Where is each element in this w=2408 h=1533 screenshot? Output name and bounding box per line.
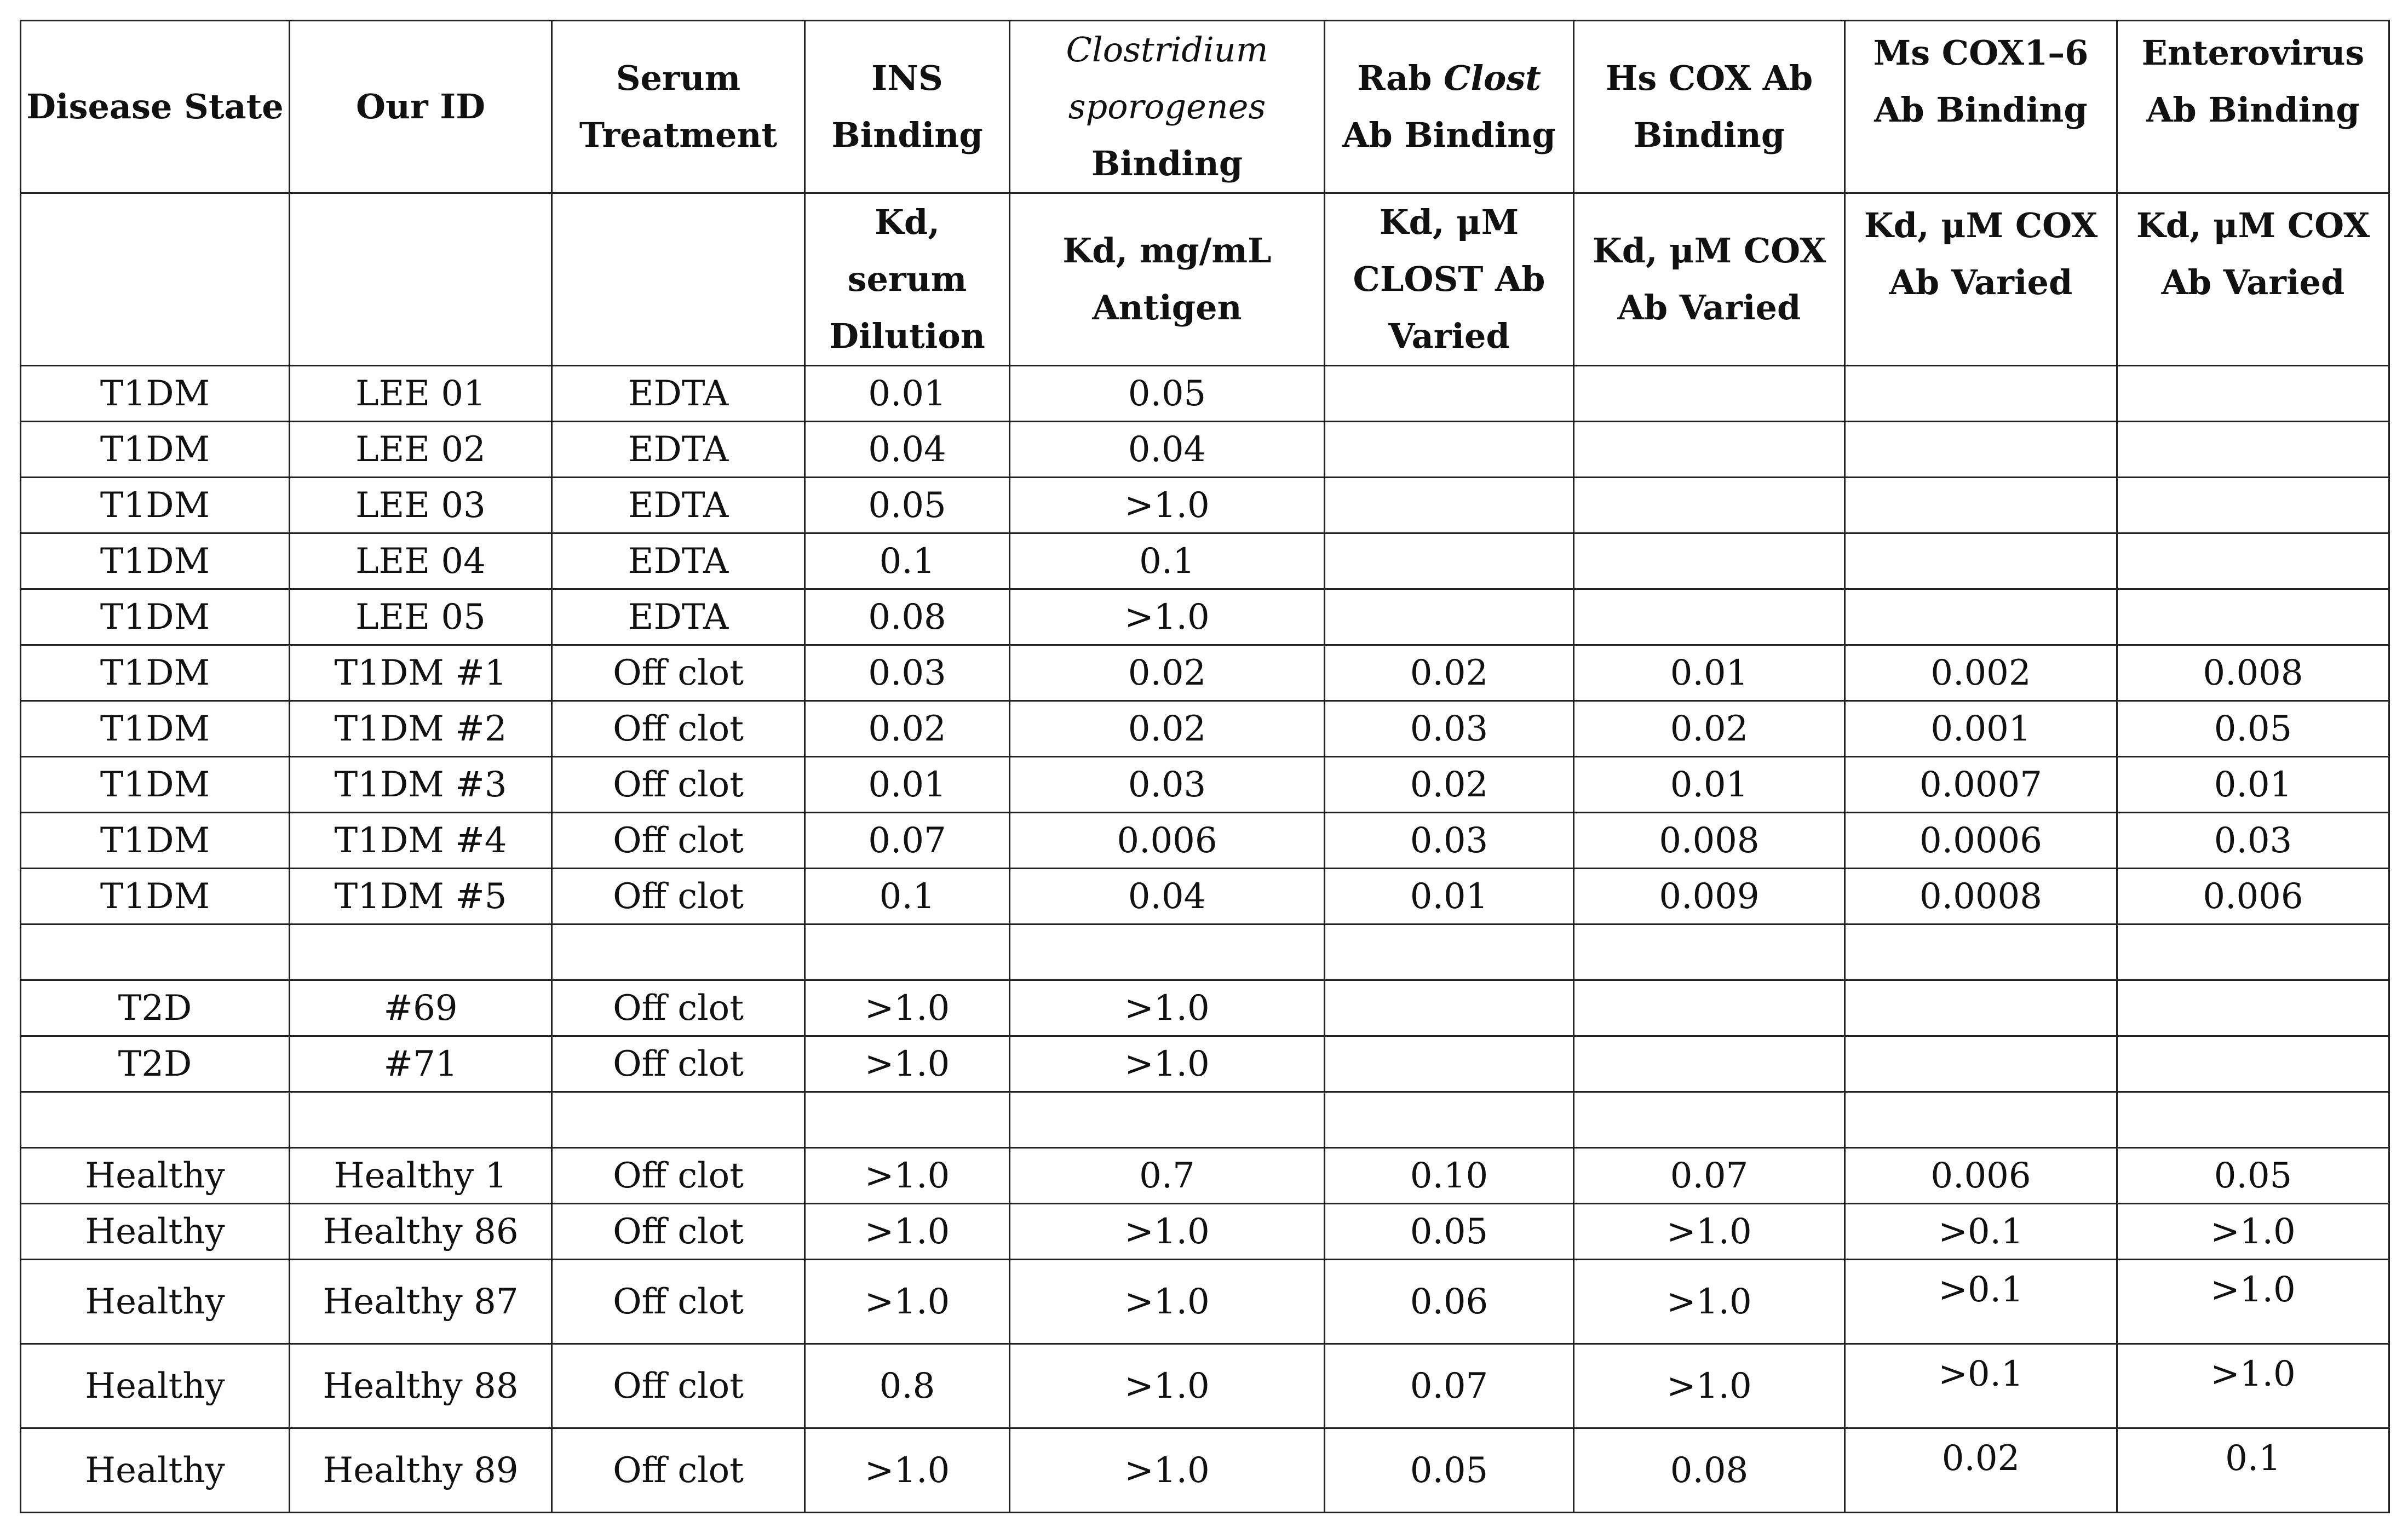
cell-ms-kd — [1845, 1036, 2117, 1092]
cell-ins-kd: >1.0 — [805, 1260, 1010, 1344]
cell-rab-kd — [1325, 1036, 1574, 1092]
cell-rab-kd: 0.03 — [1325, 701, 1574, 757]
cell-our-id: T1DM #1 — [290, 645, 552, 701]
cell-entero-kd — [2117, 422, 2389, 478]
header-enterovirus-binding: Enterovirus Ab Binding — [2117, 21, 2389, 193]
units-ms: Kd, μM COX Ab Varied — [1845, 193, 2117, 366]
table-row — [21, 422, 2389, 478]
cell-ms-kd: 0.002 — [1845, 645, 2117, 701]
cell-entero-kd — [2117, 925, 2389, 980]
cell-disease-state: T1DM — [21, 757, 290, 813]
header-ms-cox-binding: Ms COX1–6 Ab Binding — [1845, 21, 2117, 193]
cell-ins-kd: 0.01 — [805, 366, 1010, 422]
header-clostridium-suffix: Binding — [1091, 143, 1243, 183]
cell-clost-kd: >1.0 — [1010, 1036, 1325, 1092]
cell-clost-kd: >1.0 — [1010, 589, 1325, 645]
cell-clost-kd: 0.02 — [1010, 645, 1325, 701]
cell-serum-treatment — [552, 925, 805, 980]
cell-serum-treatment: Off clot — [552, 980, 805, 1036]
cell-serum-treatment: Off clot — [552, 1148, 805, 1204]
cell-hs-kd — [1574, 925, 1845, 980]
table-row — [21, 645, 2389, 701]
cell-entero-kd — [2117, 366, 2389, 422]
table-row — [21, 1260, 2389, 1344]
cell-our-id — [290, 1092, 552, 1148]
table-row — [21, 1036, 2389, 1092]
cell-hs-kd — [1574, 1092, 1845, 1148]
cell-hs-kd — [1574, 366, 1845, 422]
table-row — [21, 980, 2389, 1036]
cell-rab-kd: 0.06 — [1325, 1260, 1574, 1344]
cell-disease-state: T1DM — [21, 869, 290, 925]
units-hs: Kd, μM COX Ab Varied — [1574, 193, 1845, 366]
cell-ms-kd: 0.02 — [1845, 1428, 2117, 1513]
cell-ins-kd: 0.01 — [805, 757, 1010, 813]
cell-rab-kd — [1325, 533, 1574, 589]
header-hs-cox-binding: Hs COX Ab Binding — [1574, 21, 1845, 193]
header-row — [21, 21, 2389, 193]
cell-clost-kd: 0.1 — [1010, 533, 1325, 589]
cell-ins-kd: >1.0 — [805, 1148, 1010, 1204]
cell-disease-state: T1DM — [21, 478, 290, 533]
cell-serum-treatment — [552, 1092, 805, 1148]
cell-rab-kd: 0.01 — [1325, 869, 1574, 925]
cell-rab-kd — [1325, 925, 1574, 980]
cell-hs-kd: 0.01 — [1574, 645, 1845, 701]
table-row — [21, 813, 2389, 869]
header-disease-state: Disease State — [21, 21, 290, 193]
cell-clost-kd: 0.05 — [1010, 366, 1325, 422]
cell-disease-state: Healthy — [21, 1260, 290, 1344]
cell-serum-treatment: EDTA — [552, 478, 805, 533]
cell-hs-kd — [1574, 533, 1845, 589]
cell-disease-state: T1DM — [21, 645, 290, 701]
cell-serum-treatment: Off clot — [552, 1204, 805, 1260]
binding-data-table — [20, 20, 2390, 1513]
cell-ins-kd: >1.0 — [805, 1428, 1010, 1513]
cell-rab-kd: 0.05 — [1325, 1204, 1574, 1260]
cell-our-id: T1DM #5 — [290, 869, 552, 925]
cell-rab-kd — [1325, 478, 1574, 533]
cell-entero-kd: 0.01 — [2117, 757, 2389, 813]
cell-serum-treatment: Off clot — [552, 701, 805, 757]
cell-ms-kd: >0.1 — [1845, 1204, 2117, 1260]
cell-serum-treatment: EDTA — [552, 366, 805, 422]
cell-serum-treatment: Off clot — [552, 645, 805, 701]
cell-entero-kd: >1.0 — [2117, 1260, 2389, 1344]
cell-ins-kd: >1.0 — [805, 1204, 1010, 1260]
cell-ins-kd: 0.08 — [805, 589, 1010, 645]
cell-entero-kd — [2117, 478, 2389, 533]
cell-our-id: Healthy 87 — [290, 1260, 552, 1344]
cell-ms-kd — [1845, 589, 2117, 645]
units-empty-2 — [290, 193, 552, 366]
cell-ins-kd: 0.03 — [805, 645, 1010, 701]
table-row — [21, 366, 2389, 422]
cell-hs-kd: 0.01 — [1574, 757, 1845, 813]
cell-rab-kd — [1325, 980, 1574, 1036]
cell-our-id: T1DM #4 — [290, 813, 552, 869]
cell-entero-kd — [2117, 980, 2389, 1036]
units-rab: Kd, μM CLOST Ab Varied — [1325, 193, 1574, 366]
cell-ins-kd — [805, 1092, 1010, 1148]
cell-entero-kd: 0.008 — [2117, 645, 2389, 701]
units-empty-1 — [21, 193, 290, 366]
cell-rab-kd: 0.02 — [1325, 645, 1574, 701]
cell-rab-kd: 0.10 — [1325, 1148, 1574, 1204]
cell-rab-kd — [1325, 422, 1574, 478]
cell-serum-treatment: Off clot — [552, 1428, 805, 1513]
cell-ms-kd: 0.0008 — [1845, 869, 2117, 925]
cell-our-id: #69 — [290, 980, 552, 1036]
cell-disease-state: T1DM — [21, 366, 290, 422]
units-clost: Kd, mg/mL Antigen — [1010, 193, 1325, 366]
cell-ms-kd: >0.1 — [1845, 1344, 2117, 1428]
cell-disease-state: Healthy — [21, 1204, 290, 1260]
cell-rab-kd — [1325, 589, 1574, 645]
cell-our-id: Healthy 88 — [290, 1344, 552, 1428]
table-row — [21, 589, 2389, 645]
cell-entero-kd: 0.1 — [2117, 1428, 2389, 1513]
cell-ms-kd — [1845, 1092, 2117, 1148]
cell-clost-kd: 0.03 — [1010, 757, 1325, 813]
header-clostridium-binding — [1010, 21, 1325, 193]
cell-hs-kd: 0.08 — [1574, 1428, 1845, 1513]
cell-entero-kd: 0.05 — [2117, 1148, 2389, 1204]
cell-our-id — [290, 925, 552, 980]
cell-rab-kd: 0.07 — [1325, 1344, 1574, 1428]
cell-serum-treatment: Off clot — [552, 1260, 805, 1344]
cell-rab-kd: 0.02 — [1325, 757, 1574, 813]
cell-our-id: T1DM #3 — [290, 757, 552, 813]
cell-disease-state: Healthy — [21, 1428, 290, 1513]
table-row — [21, 925, 2389, 980]
cell-hs-kd — [1574, 422, 1845, 478]
cell-ms-kd — [1845, 925, 2117, 980]
cell-our-id: Healthy 1 — [290, 1148, 552, 1204]
cell-ins-kd: 0.04 — [805, 422, 1010, 478]
cell-hs-kd: >1.0 — [1574, 1344, 1845, 1428]
cell-ms-kd — [1845, 478, 2117, 533]
cell-hs-kd — [1574, 478, 1845, 533]
cell-entero-kd — [2117, 1036, 2389, 1092]
cell-ins-kd: >1.0 — [805, 1036, 1010, 1092]
cell-serum-treatment: Off clot — [552, 1344, 805, 1428]
cell-serum-treatment: Off clot — [552, 757, 805, 813]
cell-our-id: #71 — [290, 1036, 552, 1092]
cell-our-id: Healthy 89 — [290, 1428, 552, 1513]
cell-clost-kd: 0.04 — [1010, 422, 1325, 478]
cell-clost-kd: >1.0 — [1010, 1428, 1325, 1513]
cell-disease-state: T1DM — [21, 422, 290, 478]
cell-clost-kd: >1.0 — [1010, 1204, 1325, 1260]
cell-ins-kd: 0.8 — [805, 1344, 1010, 1428]
cell-disease-state: T1DM — [21, 813, 290, 869]
cell-rab-kd: 0.03 — [1325, 813, 1574, 869]
cell-entero-kd — [2117, 533, 2389, 589]
cell-hs-kd — [1574, 1036, 1845, 1092]
cell-our-id: LEE 01 — [290, 366, 552, 422]
cell-serum-treatment: Off clot — [552, 1036, 805, 1092]
cell-ins-kd: >1.0 — [805, 980, 1010, 1036]
cell-disease-state: T2D — [21, 1036, 290, 1092]
cell-ins-kd: 0.07 — [805, 813, 1010, 869]
cell-ins-kd: 0.05 — [805, 478, 1010, 533]
cell-our-id: T1DM #2 — [290, 701, 552, 757]
table-row — [21, 1344, 2389, 1428]
cell-clost-kd: 0.04 — [1010, 869, 1325, 925]
table-row — [21, 1428, 2389, 1513]
cell-disease-state: T1DM — [21, 533, 290, 589]
cell-ms-kd: 0.0006 — [1845, 813, 2117, 869]
header-ins-binding: INS Binding — [805, 21, 1010, 193]
cell-entero-kd: >1.0 — [2117, 1204, 2389, 1260]
cell-rab-kd: 0.05 — [1325, 1428, 1574, 1513]
cell-entero-kd: 0.03 — [2117, 813, 2389, 869]
units-entero: Kd, μM COX Ab Varied — [2117, 193, 2389, 366]
table-row — [21, 1092, 2389, 1148]
cell-ms-kd: 0.006 — [1845, 1148, 2117, 1204]
cell-our-id: LEE 04 — [290, 533, 552, 589]
cell-entero-kd — [2117, 589, 2389, 645]
cell-hs-kd: 0.008 — [1574, 813, 1845, 869]
cell-clost-kd: >1.0 — [1010, 1344, 1325, 1428]
cell-our-id: LEE 03 — [290, 478, 552, 533]
cell-clost-kd: 0.006 — [1010, 813, 1325, 869]
units-empty-3 — [552, 193, 805, 366]
cell-disease-state: Healthy — [21, 1148, 290, 1204]
cell-entero-kd: >1.0 — [2117, 1344, 2389, 1428]
cell-disease-state — [21, 1092, 290, 1148]
cell-ms-kd: 0.001 — [1845, 701, 2117, 757]
header-rab-clost-binding — [1325, 21, 1574, 193]
header-rab-suffix: Ab Binding — [1342, 115, 1556, 155]
cell-hs-kd — [1574, 589, 1845, 645]
cell-ms-kd — [1845, 366, 2117, 422]
table-row — [21, 869, 2389, 925]
cell-entero-kd: 0.006 — [2117, 869, 2389, 925]
table-row — [21, 757, 2389, 813]
cell-serum-treatment: EDTA — [552, 589, 805, 645]
cell-clost-kd: >1.0 — [1010, 1260, 1325, 1344]
cell-our-id: Healthy 86 — [290, 1204, 552, 1260]
cell-disease-state: T1DM — [21, 589, 290, 645]
header-clostridium-species: Clostridium sporogenes — [1066, 30, 1268, 127]
cell-hs-kd: 0.009 — [1574, 869, 1845, 925]
header-rab-prefix: Rab — [1357, 58, 1444, 98]
cell-rab-kd — [1325, 1092, 1574, 1148]
cell-disease-state: Healthy — [21, 1344, 290, 1428]
cell-ins-kd: 0.1 — [805, 869, 1010, 925]
cell-serum-treatment: EDTA — [552, 422, 805, 478]
cell-clost-kd: >1.0 — [1010, 980, 1325, 1036]
header-rab-italic: Clost — [1444, 58, 1541, 98]
cell-clost-kd — [1010, 925, 1325, 980]
units-ins: Kd, serum Dilution — [805, 193, 1010, 366]
cell-serum-treatment: Off clot — [552, 813, 805, 869]
cell-clost-kd: 0.7 — [1010, 1148, 1325, 1204]
cell-hs-kd — [1574, 980, 1845, 1036]
header-our-id: Our ID — [290, 21, 552, 193]
cell-disease-state: T2D — [21, 980, 290, 1036]
cell-entero-kd: 0.05 — [2117, 701, 2389, 757]
table-row — [21, 1204, 2389, 1260]
cell-serum-treatment: EDTA — [552, 533, 805, 589]
cell-disease-state: T1DM — [21, 701, 290, 757]
cell-ins-kd — [805, 925, 1010, 980]
cell-hs-kd: >1.0 — [1574, 1260, 1845, 1344]
cell-ins-kd: 0.1 — [805, 533, 1010, 589]
table-row — [21, 701, 2389, 757]
cell-ms-kd — [1845, 422, 2117, 478]
cell-disease-state — [21, 925, 290, 980]
cell-our-id: LEE 05 — [290, 589, 552, 645]
cell-entero-kd — [2117, 1092, 2389, 1148]
cell-ms-kd: >0.1 — [1845, 1260, 2117, 1344]
header-serum-treatment: Serum Treatment — [552, 21, 805, 193]
cell-ms-kd: 0.0007 — [1845, 757, 2117, 813]
table-row — [21, 1148, 2389, 1204]
table-row — [21, 478, 2389, 533]
cell-clost-kd — [1010, 1092, 1325, 1148]
cell-hs-kd: 0.07 — [1574, 1148, 1845, 1204]
cell-ms-kd — [1845, 533, 2117, 589]
cell-hs-kd: 0.02 — [1574, 701, 1845, 757]
units-row — [21, 193, 2389, 366]
cell-rab-kd — [1325, 366, 1574, 422]
cell-serum-treatment: Off clot — [552, 869, 805, 925]
table-row — [21, 533, 2389, 589]
cell-ms-kd — [1845, 980, 2117, 1036]
cell-hs-kd: >1.0 — [1574, 1204, 1845, 1260]
cell-our-id: LEE 02 — [290, 422, 552, 478]
cell-ins-kd: 0.02 — [805, 701, 1010, 757]
cell-clost-kd: >1.0 — [1010, 478, 1325, 533]
cell-clost-kd: 0.02 — [1010, 701, 1325, 757]
